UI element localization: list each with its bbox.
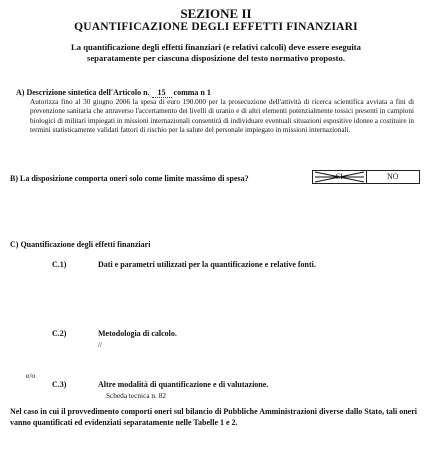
c2-value: // <box>98 340 103 349</box>
no-option[interactable]: NO <box>386 172 399 181</box>
article-number: 15 <box>152 88 172 98</box>
c3-number: C.3) <box>52 380 67 389</box>
intro-text <box>30 42 402 64</box>
yes-option[interactable] <box>313 171 367 183</box>
yes-no-box <box>312 170 420 184</box>
c3-label: Altre modalità di quantificazione e di valutazione. <box>98 380 269 389</box>
section-b-question: B) La disposizione comporta oneri solo come limite massimo di spesa? <box>10 174 249 183</box>
section-a-label: A) Descrizione sintetica dell'Articolo n. <box>16 88 150 97</box>
c2-label: Metodologia di calcolo. <box>98 329 177 338</box>
section-c-heading: C) Quantificazione degli effetti finanziari <box>10 240 151 249</box>
c1-label: Dati e parametri utilizzati per la quantificazione e relative fonti. <box>98 260 316 269</box>
section-title: SEZIONE II <box>180 6 252 21</box>
intro-line-1: La quantificazione degli effetti finanziari (e relativi calcoli) deve essere eseguita <box>71 42 361 52</box>
intro-line-2: separatamente per ciascuna disposizione del testo normativo proposto. <box>87 53 345 63</box>
page-subtitle: QUANTIFICAZIONE DEGLI EFFETTI FINANZIARI <box>74 21 358 33</box>
c3-value: Scheda tecnica n. 82 <box>106 391 166 400</box>
or-label: e/o <box>26 371 36 380</box>
comma-label: comma n <box>173 88 205 97</box>
c2-number: C.2) <box>52 329 67 338</box>
c1-number: C.1) <box>52 260 67 269</box>
footer-note: Nel caso in cui il provvedimento comporti oneri sul bilancio di Pubbliche Amministrazioni diverse dallo Stato, tali oneri vanno quantificati ed evidenziati separatamente nelle Tabelle 1 e 2. <box>10 407 417 427</box>
comma-number: 1 <box>206 88 211 97</box>
section-a-description: Autorizza fino al 30 giugno 2006 la spesa di euro 190.000 per la prosecuzione dell'attività di ricerca scientifica avviata a fini di prevenzione sanitaria che attraverso l'accertamento dei livelli di uranio e di altri elementi potenzialmente tossici presenti in campioni biologici di militari impiegati in missioni internazionali consentirà di individuare eventuali situazioni espositive idonee a costituire in termini statisticamente validati fattori di rischio per la salute del personale impiegato in missioni internazionali. <box>30 98 414 134</box>
strike-through-mark <box>313 171 366 183</box>
section-a-heading <box>16 88 211 98</box>
